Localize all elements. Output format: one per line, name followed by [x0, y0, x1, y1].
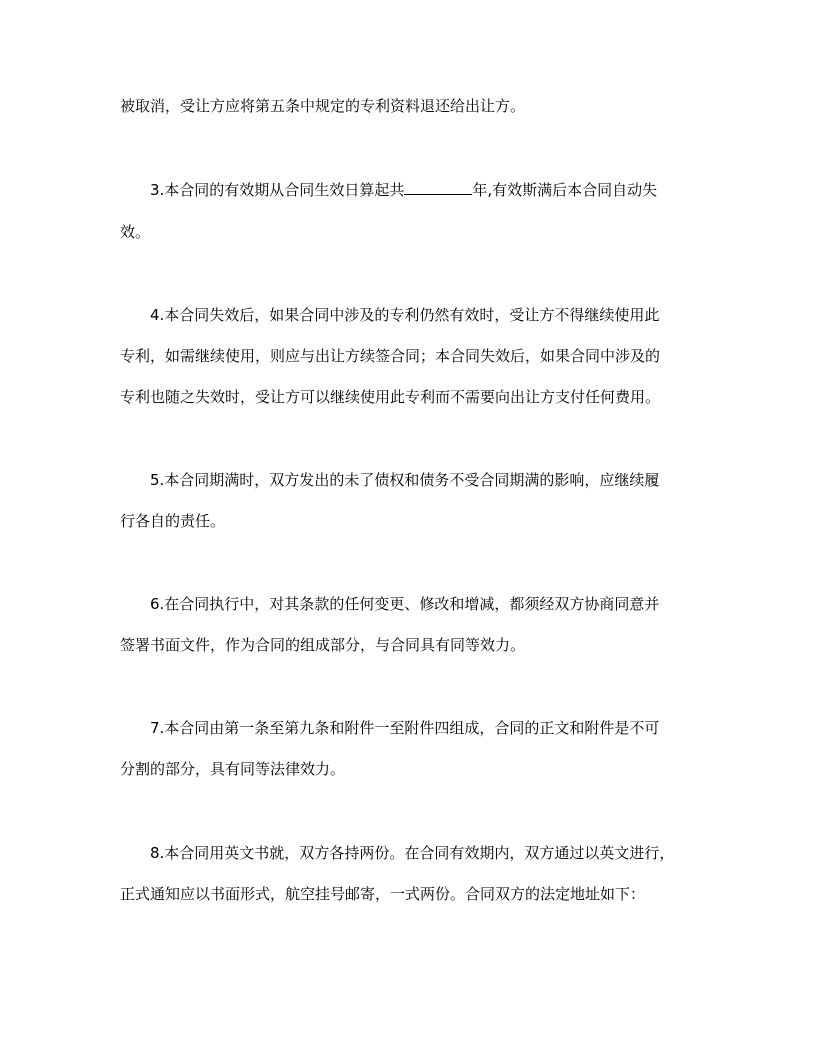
clause-3-line-2: 效。: [120, 223, 151, 241]
clause-5-line-2: 行各自的责任。: [120, 512, 226, 530]
clause-3-line-1: [150, 180, 657, 200]
clause-6-line-1: 6.在合同执行中，对其条款的任何变更、修改和增减，都须经双方协商同意并: [150, 595, 660, 613]
clause-5-line-1: 5.本合同期满时，双方发出的未了债权和债务不受合同期满的影响，应继续履: [150, 471, 660, 489]
clause-6-line-2: 签署书面文件，作为合同的组成部分，与合同具有同等效力。: [120, 636, 526, 654]
clause-4-line-2: 专利，如需继续使用，则应与出让方续签合同；本合同失效后，如果合同中涉及的: [120, 347, 661, 365]
clause-8-line-2: 正式通知应以书面形式，航空挂号邮寄，一式两份。合同双方的法定地址如下：: [120, 885, 646, 903]
clause-7-line-1: 7.本合同由第一条至第九条和附件一至附件四组成，合同的正文和附件是不可: [150, 719, 660, 737]
term-years-blank: [404, 180, 472, 195]
clause-8-line-1: 8.本合同用英文书就，双方各持两份。在合同有效期内，双方通过以英文进行，: [150, 844, 675, 862]
clause-3-text-before: 3.本合同的有效期从合同生效日算起共: [150, 181, 405, 199]
clause-3-text-after: 年,有效斯满后本合同自动失: [472, 181, 658, 199]
clause-4-line-1: 4.本合同失效后，如果合同中涉及的专利仍然有效时，受让方不得继续使用此: [150, 306, 660, 324]
clause-4-line-3: 专利也随之失效时，受让方可以继续使用此专利而不需要向出让方支付任何费用。: [120, 388, 661, 406]
paragraph-line: 被取消，受让方应将第五条中规定的专利资料退还给出让方。: [120, 97, 526, 115]
clause-7-line-2: 分割的部分，具有同等法律效力。: [120, 760, 346, 778]
